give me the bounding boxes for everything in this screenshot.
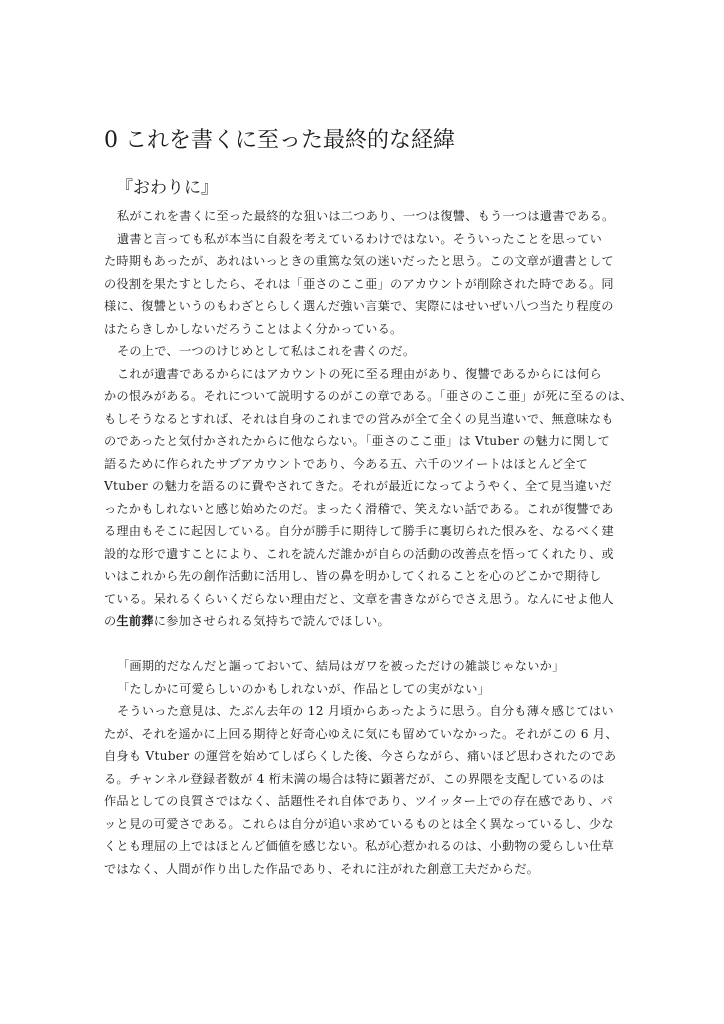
text-line: その上で、一つのけじめとして私はこれを書くのだ。 (117, 344, 416, 358)
emphasis-text: 生前葬 (116, 614, 154, 628)
text-line: かの恨みがある。それについて説明するのがこの章である。「亜さのここ亜」が死に至るのは、 (104, 389, 633, 403)
text-line: る。チャンネル登録者数が 4 桁未満の場合は特に顕著だが、この界隈を支配しているのは (104, 771, 605, 786)
paragraph-gap (104, 633, 634, 656)
quote-line: 「たしかに可愛らしいのかもしれないが、作品としての実がない」 (117, 681, 491, 696)
text-segment: の (104, 614, 117, 628)
body-text (104, 205, 634, 880)
quote-line: 「画期的だなんだと謳っておいて、結局はガワを被っただけの雑談じゃないか」 (117, 659, 565, 673)
text-line: る理由もそこに起因している。自分が勝手に期待して勝手に裏切られた恨みを、なるべく建 (104, 524, 614, 538)
text-line: の役割を果たすとしたら、それは「亜さのここ亜」のアカウントが削除された時である。同 (104, 276, 614, 291)
text-line: たが、それを遥かに上回る期待と好奇心ゆえに気にも留めていなかった。それがこの 6 月、 (104, 726, 618, 741)
text-line: そういった意見は、たぶん去年の 12 月頃からあったように思う。自分も薄々感じてはい (117, 704, 614, 718)
text-line (104, 610, 634, 633)
text-line: のであったと気付かされたからに他ならない。「亜さのここ亜」は Vtuber の魅力に関して (104, 434, 611, 448)
text-line: ている。呆れるくらいくだらない理由だと、文章を書きながらでさえ思う。なんにせよ他人 (104, 591, 614, 606)
section-title: 『おわりに』 (116, 178, 218, 198)
text-line: ではなく、人間が作り出した作品であり、それに注がれた創意工夫だからだ。 (104, 861, 540, 876)
text-line: いはこれから先の創作活動に活用し、皆の鼻を明かしてくれることを心のどこかで期待し (104, 569, 602, 583)
text-line: はたらきしかしないだろうことはよく分かっている。 (104, 321, 403, 336)
text-line: 自身も Vtuber の運営を始めてしばらくした後、今さらながら、痛いほど思わされたのであ (104, 749, 617, 763)
text-line: 設的な形で遺すことにより、これを読んだ誰かが自らの活動の改善点を悟ってくれたり、或 (104, 546, 614, 561)
text-line: これが遺書であるからにはアカウントの死に至る理由があり、復讐であるからには何ら (117, 366, 602, 381)
text-line: くとも理屈の上ではほとんど価値を感じない。私が心惹かれるのは、小動物の愛らしい仕草 (104, 839, 614, 853)
text-line: もしそうなるとすれば、それは自身のこれまでの営みが全て全くの見当違いで、無意味なも (104, 411, 614, 426)
text-line: 作品としての良質さではなく、話題性それ自体であり、ツイッター上での存在感であり、パ (104, 794, 613, 808)
text-line: ッと見の可愛さである。これらは自分が追い求めているものとは全く異なっているし、少な (104, 816, 614, 831)
text-line: Vtuber の魅力を語るのに費やされてきた。それが最近になってようやく、全て見当違いだ (104, 479, 612, 493)
text-line: た時期もあったが、あれはいっときの重篤な気の迷いだったと思う。この文章が遺書として (104, 254, 614, 268)
text-line: 語るために作られたサブアカウントであり、今ある五、六千のツイートはほとんど全て (104, 456, 589, 471)
chapter-title: 0 これを書くに至った最終的な経緯 (104, 128, 455, 153)
text-line: ったかもしれないと感じ始めたのだ。まったく滑稽で、笑えない話である。これが復讐であ (104, 501, 614, 516)
text-segment: に参加させられる気持ちで読んでほしい。 (153, 614, 390, 628)
text-line: 様に、復讐というのもわざとらしく選んだ強い言葉で、実際にはせいぜい八つ当たり程度の (104, 299, 614, 313)
text-line: 私がこれを書くに至った最終的な狙いは二つあり、一つは復讐、もう一つは遺書である。 (117, 209, 615, 223)
text-line: 遺書と言っても私が本当に自殺を考えているわけではない。そういったことを思ってい (117, 231, 603, 246)
